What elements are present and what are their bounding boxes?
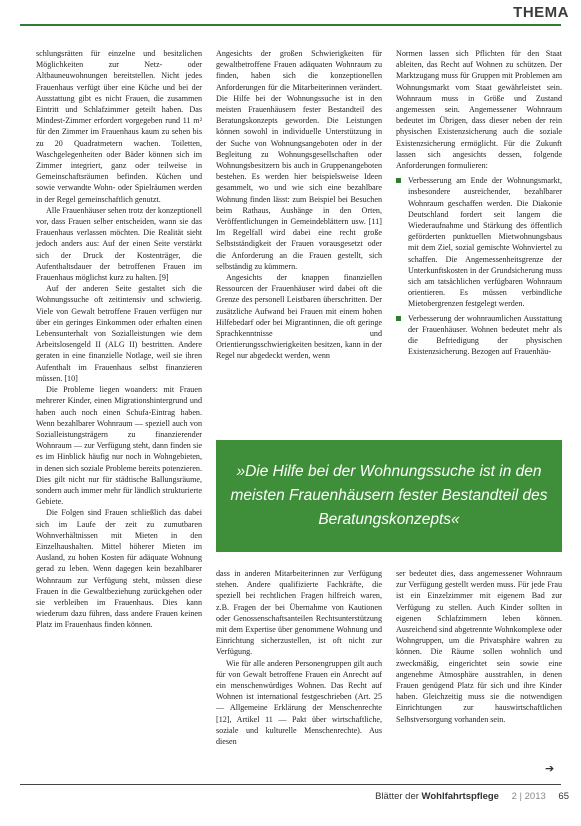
- paragraph: Auf der anderen Seite gestaltet sich die Wohnungssuche oft zeitintensiv und schwierig. Viele von Gewalt betroffene Frauen verfügen nur über ein geringes Einkommen oder erhalten einen Lebensunterhalt von Sozialleistungen wie dem Arbeitslosengeld II (ALG II) bestritten. Andere geraten in eine finanzielle Notlage, weil sie ihren Aufenthalt im Frauenhaus selbst finanzieren müssen. [10]: [36, 284, 202, 383]
- column-left: [36, 48, 202, 778]
- page-header: [0, 0, 581, 26]
- paragraph: dass in anderen Mitarbeiterinnen zur Verfügung stehen. Andere qualifizierte Fachkräfte, die speziell bei rechtlichen Fragen hilfreich waren, z.B. Fragen der bei Übernahme von Kautionen oder Genossenschaftsanteilen Rechtsunterstützung mit dem Expertise über genommene Wohnung und Einrichtung sicherzustellen, ist oft nicht zur Verfügung.: [216, 569, 382, 657]
- header-rule: [20, 24, 561, 26]
- list-item: [396, 175, 562, 309]
- page-footer: [0, 784, 581, 826]
- paragraph: Alle Frauenhäuser sehen trotz der konzeptionell vor, dass Frauen selber entscheiden, wann sie das Frauenhaus verlassen möchten. Die Realität sieht jedoch anders aus: Auf der einen Seite verstärkt sich der Druck der Kostenträger, die Aufenthaltsdauer der betroffenen Frauen im Frauenhaus möglichst kurz zu halten. [9]: [36, 205, 202, 283]
- paragraph: Die Probleme liegen woanders: mit Frauen mehrerer Kinder, einen Migrationshintergrund und haben auch noch einen Schufa-Eintrag haben. Wenn bezahlbarer Wohnraum — speziell auch von Sozialleistungsträgern zu finanzierender Wohnraum — zur Verfügung steht, dann finden sie es im Hinblick häufig nur noch in Wohngebieten, in denen sich soziale Probleme bereits potenzieren. Dies gilt nicht nur für städtische Ballungsräume, sondern auch immer mehr für ländlich strukturierte Gebiete.: [36, 385, 202, 507]
- publication-name: Wohlfahrtspflege: [421, 791, 499, 802]
- column-right-bottom: [396, 568, 562, 778]
- publication-name-prefix: Blätter der: [375, 791, 422, 802]
- column-middle-top: [216, 48, 382, 418]
- list-item: [396, 313, 562, 358]
- paragraph: Angesichts der großen Schwierigkeiten für gewaltbetroffene Frauen adäquaten Wohnraum zu finden, haben sich die konzeptionellen Anforderungen für die Mitarbeiterinnen verändert. Die Hilfe bei der Wohnungssuche ist in den meisten Frauenhäusern fester Bestandteil des Beratungskonzepts geworden. Die Leistungen können sowohl in individuelle Unterstützung in der Suche von Wohnungsangeboten oder in der Begleitung zu Wohnungsgesellschaften oder Wohnungsbesitzern bis auch in Gruppenangeboten bestehen. Es werden hier beispielsweise Ideen gesammelt, wo und wie sich eine bezahlbare Wohnung finden lässt: zum Beispiel bei Besuchen beim Rathaus, Aushänge in den Orten, Veröffentlichungen in Gemeindeblättern usw. [11] Im Regelfall wird dabei eine recht große Selbstständigkeit der Frauen vorausgesetzt oder die Anforderung an die Frauen gestellt, sich selbständig zu kümmern.: [216, 49, 382, 271]
- footer-rule: [20, 784, 561, 785]
- arrow-right-icon: ➔: [545, 762, 555, 775]
- paragraph: Die Folgen sind Frauen schließlich das dabei sich im Laufe der zeit zu zumutbaren Wohnverhältnissen mit Mieten in den Einzelhaushalten. Mittel höherer Mieten im Ausland, zu hohen Kosten für adäquate Wohnung gerad zu leben. Wenn dagegen kein bezahlbarer Wohnraum zur Verfügung steht, müssen diese Frauen in die Gewaltbeziehung zurückgehen oder sie verbleiben im Frauenhaus. Dies kann wiederum dazu führen, dass andere Frauen keinen Platz im Frauenhaus finden können.: [36, 508, 202, 630]
- square-bullet-icon: [396, 178, 401, 183]
- paragraph: Angesichts der knappen finanziellen Ressourcen der Frauenhäuser wird dabei oft die Grenze des personell Leistbaren überschritten. Der zusätzliche Aufwand bei Frauen mit einem hohen Hilfebedarf oder bei Migrantinnen, die oft geringe Sprachkenntnisse und Orientierungsschwierigkeiten besitzen, kann in der Regel nur abgedeckt werden, wenn: [216, 273, 382, 361]
- column-middle-bottom: [216, 568, 382, 778]
- page-number: 65: [558, 791, 569, 802]
- requirements-list: [396, 175, 562, 357]
- column-right-top: [396, 48, 562, 418]
- pull-quote: [216, 440, 562, 552]
- section-title: THEMA: [513, 4, 569, 21]
- square-bullet-icon: [396, 316, 401, 321]
- pull-quote-text: »Die Hilfe bei der Wohnungssuche ist in den meisten Frauenhäusern fester Bestandteil des Beratungskonzepts«: [230, 463, 548, 528]
- paragraph: Wie für alle anderen Personengruppen gilt auch für von Gewalt betroffene Frauen ein Anrecht auf ein menschenwürdiges Wohnen. Das Recht auf Wohnen ist international festgeschrieben (Art. 25 — Allgemeine Erklärung der Menschenrechte [12], Artikel 11 — Pakt über wirtschaftliche, soziale und kulturelle Menschenrechte). Aus diesen: [216, 658, 382, 747]
- list-item-text: Verbesserung am Ende der Wohnungsmarkt, insbesondere ausreichender, bezahlbarer Wohnraum geschaffen werden. Die Diakonie Deutschland fordert seit langem die Wiederaufnahme und Stärkung des öffentlich geförderten punktuellen Mietwohnungsbaus mit dem Ziel, sozial gemischte Wohnviertel zu schaffen. Die Angemessenheitsgrenze der Unterkunftskosten in der Grundsicherung muss sich am tatsächlichen verfügbaren Wohnraum orientieren. Es müssen verbindliche Mietobergrenzen festgelegt werden.: [408, 176, 562, 309]
- issue-number: 2 | 2013: [511, 791, 546, 802]
- paragraph: schlungsrätten für einzelne und besitzlichen Möglichkeiten zur Netz- oder Altbauneuwohnungen bereitstellen. Nicht jedes Frauenhaus verfügt über eine Küche und bei der Ausstattung gibt es nicht Frauen, die zusammen Eintritt und Schlafzimmer geteilt haben. Das Mindest-Zimmer erfordert vorgegeben rund 11 m² für den Zimmer im Frauenhaus kaum zu sehen bis zu 20 Quadratmetern wachen. Toiletten, Waschgelegenheiten oder Bäder können sich im Zimmer integriert, ganz oder teilweise in Gemeinschaftsräumen befinden. Küchen und sowie verwandte Wohn- oder Spielräumen werden in der Regel gemeinschaftlich genutzt.: [36, 49, 202, 204]
- list-item-text: Verbesserung der wohnraumlichen Ausstattung der Frauenhäuser. Wohnen bedeutet mehr als die Befriedigung der physischen Existenzsicherung. Bezogen auf Frauenhäu-: [408, 313, 562, 357]
- paragraph: ser bedeutet dies, dass angemessener Wohnraum zur Verfügung gestellt werden muss. Für jede Frau ist ein Einzelzimmer mit eigenem Bad zur Verfügung zu stellen. Auch Kinder sollten in eigenen Schlafzimmern leben können. Ausreichend sind abgetrennte Wohnkomplexe oder Wohngruppen, um die Privatsphäre wahren zu können. Die Räume sollen wohnlich und zweckmäßig, eingerichtet sein sowie eine angenehme Atmosphäre ausstrahlen, in denen Frauen genügend Platz für sich und ihre Kinder haben. Gleichzeitig muss sie die notwendigen Einrichtungen zur hauswirtschaftlichen Selbstversorgung vorhanden sein.: [396, 569, 562, 724]
- paragraph: Normen lassen sich Pflichten für den Staat ableiten, das Recht auf Wohnen zu schützen. Der Marktzugang muss für Gruppen mit Problemen am Wohnungsmarkt vom Staat gewährleistet sein. Wohnraum muss in Größe und Zustand angemessen sein. Angemessener Wohnraum bedeutet im Übrigen, dass dieser neben der rein physischen Existenzsicherung auch die soziale Existenzsicherung ermöglicht. Für die Zukunft lassen sich angesichts dessen, folgende Anforderungen formulieren:: [396, 49, 562, 171]
- footer-text: [375, 791, 569, 802]
